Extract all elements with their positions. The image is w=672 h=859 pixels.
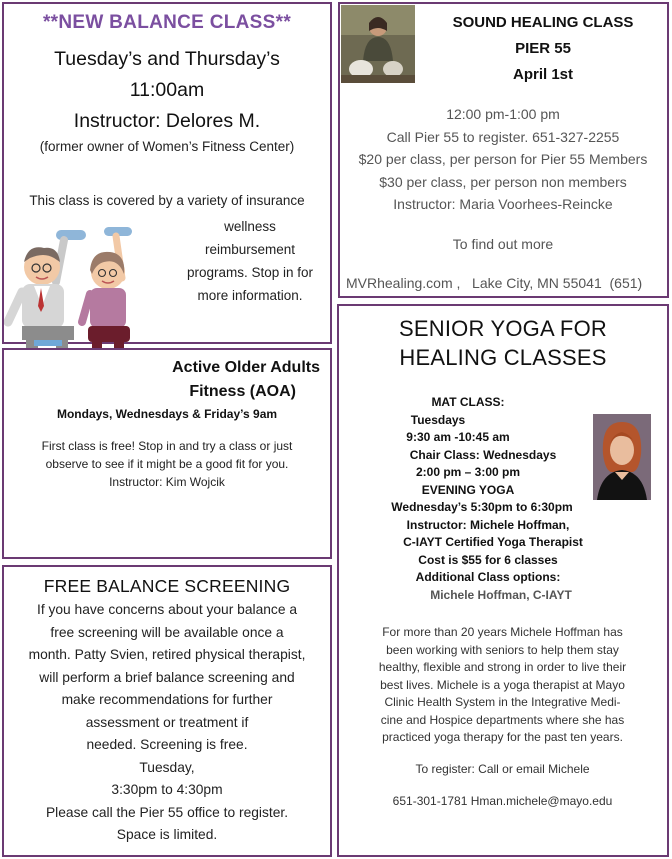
yoga-bio [339, 624, 666, 747]
screening-line: will perform a brief balance screening and [39, 669, 295, 685]
aoa-details [4, 437, 330, 491]
bio-line: cine and Hospice departments where she has [380, 712, 625, 727]
senior-yoga-box [337, 304, 669, 857]
screening-line: 3:30pm to 4:30pm [111, 782, 223, 797]
screening-line: assessment or treatment if [85, 714, 249, 730]
sound-line: $30 per class, per person non members [379, 173, 627, 190]
balance-days: Tuesday’s and Thursday’s [54, 48, 280, 70]
balance-heading: **NEW BALANCE CLASS** [42, 12, 292, 33]
screening-line: Space is limited. [116, 827, 218, 842]
aoa-line: observe to see if it might be a good fit for you. [45, 457, 289, 471]
aoa-days: Mondays, Wednesdays & Friday’s 9am [56, 407, 278, 421]
bio-line: practiced yoga therapy for the past ten years. [382, 730, 623, 744]
yoga-heading-line: SENIOR YOGA FOR [399, 316, 607, 341]
insurance-line: reimbursement [204, 242, 296, 257]
sound-title-line: PIER 55 [515, 40, 571, 57]
insurance-line: programs. Stop in for [186, 265, 314, 280]
screening-line: free screening will be available once a [50, 624, 284, 640]
free-balance-screening-box [2, 565, 332, 857]
schedule-line: 2:00 pm – 3:00 pm [415, 465, 521, 479]
schedule-line: Additional Class options: [415, 570, 561, 584]
aoa-line: First class is free! Stop in and try a class or just [41, 439, 293, 453]
aoa-title-line: Fitness (AOA) [189, 383, 296, 400]
insurance-line: more information. [197, 288, 303, 303]
sound-title [418, 10, 668, 88]
bio-line: been working with seniors to help them stay [386, 642, 619, 657]
schedule-line: Cost is $55 for 6 classes [418, 552, 558, 567]
schedule-line: Wednesday’s 5:30pm to 6:30pm [391, 500, 573, 514]
balance-instructor: Instructor: Delores M. [73, 110, 261, 132]
sound-line: $20 per class, per person for Pier 55 Members [358, 151, 648, 167]
balance-time: 11:00am [129, 79, 205, 101]
aoa-title [4, 356, 320, 404]
screening-line: Please call the Pier 55 office to register. [45, 804, 289, 820]
screening-line: Tuesday, [139, 759, 195, 775]
balance-insurance-line: This class is covered by a variety of insurance [29, 193, 305, 208]
bio-line: healthy, flexible and strong in order to live their [378, 660, 627, 674]
screening-details [4, 599, 330, 847]
instructor-photo [593, 414, 651, 500]
schedule-line: Instructor: Michele Hoffman, [406, 517, 570, 532]
schedule-line: EVENING YOGA [421, 482, 515, 497]
sound-title-line: April 1st [512, 66, 573, 83]
schedule-line: Tuesdays [410, 412, 466, 427]
yoga-register: To register: Call or email Michele [415, 762, 590, 776]
sound-healing-photo [341, 5, 415, 83]
sound-line: Call Pier 55 to register. 651-327-2255 [386, 128, 620, 145]
sound-line: 12:00 pm-1:00 pm [446, 106, 560, 122]
schedule-line: 9:30 am -10:45 am [406, 430, 510, 444]
screening-heading: FREE BALANCE SCREENING [43, 576, 291, 596]
screening-line: make recommendations for further [61, 692, 273, 707]
yoga-schedule [339, 394, 597, 604]
yoga-heading [339, 314, 667, 372]
bio-line: Clinic Health System in the Integrative Medi- [384, 695, 621, 709]
bio-line: For more than 20 years Michele Hoffman has [382, 625, 623, 639]
yoga-contact[interactable]: 651-301-1781 Hman.michele@mayo.edu [392, 794, 613, 808]
balance-note: (former owner of Women’s Fitness Center) [39, 139, 295, 154]
screening-line: month. Patty Svien, retired physical therapist, [28, 647, 306, 662]
aoa-title-line: Active Older Adults [172, 359, 320, 376]
aoa-line: Instructor: Kim Wojcik [109, 475, 225, 489]
schedule-line: MAT CLASS: [431, 395, 505, 409]
sound-title-line: SOUND HEALING CLASS [452, 14, 634, 31]
sound-website[interactable]: MVRhealing.com , Lake City, MN 55041 (651) [346, 275, 643, 291]
schedule-line: C-IAYT Certified Yoga Therapist [403, 535, 583, 549]
sound-more: To find out more [452, 236, 554, 252]
insurance-line: wellness [224, 219, 276, 234]
schedule-line: Michele Hoffman, C-IAYT [430, 587, 572, 602]
aoa-box [2, 348, 332, 559]
bio-line: best lives. Michele is a yoga therapist at Mayo [380, 677, 625, 692]
sound-details [340, 103, 666, 216]
sound-line: Instructor: Maria Voorhees-Reincke [393, 196, 613, 212]
yoga-heading-line: HEALING CLASSES [399, 345, 607, 370]
schedule-line: Chair Class: Wednesdays [409, 447, 557, 462]
sound-healing-box [338, 2, 669, 298]
balance-insurance-block [170, 215, 330, 307]
screening-line: needed. Screening is free. [86, 737, 248, 752]
screening-line: If you have concerns about your balance a [36, 602, 297, 617]
